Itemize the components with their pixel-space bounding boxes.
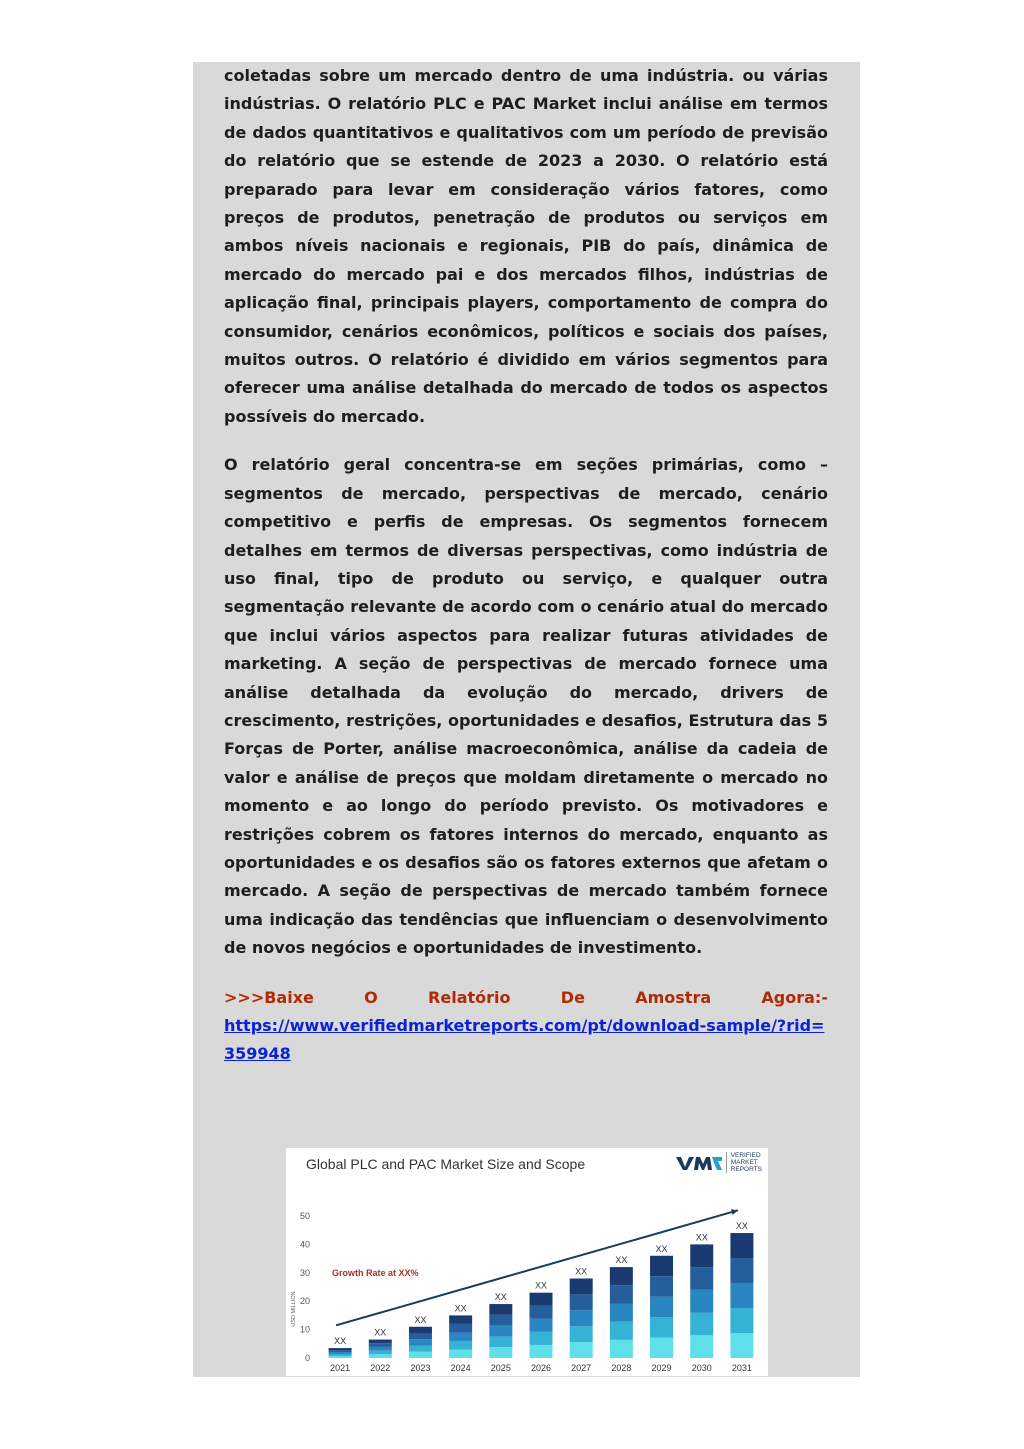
y-tick-label: 40 xyxy=(299,1239,310,1250)
bar-segment xyxy=(530,1319,553,1332)
bar-segment xyxy=(369,1351,392,1355)
bar-segment xyxy=(610,1267,633,1285)
bar-segment xyxy=(489,1304,512,1315)
download-sample-cta xyxy=(224,984,828,1069)
bar-segment xyxy=(449,1349,472,1358)
bar-segment xyxy=(329,1354,352,1356)
bar-segment xyxy=(610,1303,633,1321)
document-body xyxy=(224,62,828,1069)
bar-segment xyxy=(610,1340,633,1358)
vmr-logo-icon xyxy=(676,1155,722,1171)
bar-segment xyxy=(409,1352,432,1358)
bar-segment xyxy=(650,1338,673,1358)
bar-segment xyxy=(369,1347,392,1351)
cta-word: Amostra xyxy=(635,987,712,1007)
x-tick-label: 2029 xyxy=(651,1363,672,1373)
x-tick-label: 2025 xyxy=(490,1363,511,1373)
bar-segment xyxy=(489,1326,512,1337)
cta-label xyxy=(224,984,828,1012)
bar-segment xyxy=(530,1345,553,1358)
bar-segment xyxy=(650,1317,673,1337)
bar-segment xyxy=(530,1293,553,1306)
bar-segment xyxy=(369,1340,392,1344)
bar-segment xyxy=(570,1278,593,1294)
chart-title: Global PLC and PAC Market Size and Scope xyxy=(306,1156,586,1172)
bar-segment xyxy=(409,1346,432,1352)
bar-segment xyxy=(530,1306,553,1319)
bar-segment xyxy=(690,1244,713,1267)
growth-rate-annotation: Growth Rate at XX% xyxy=(332,1267,419,1278)
bar-segment xyxy=(449,1324,472,1333)
bar-segment xyxy=(329,1352,352,1354)
stacked-bar-chart xyxy=(286,1198,768,1376)
bar-segment xyxy=(570,1310,593,1326)
bar-data-label: XX xyxy=(454,1303,467,1314)
bar-segment xyxy=(570,1342,593,1358)
bar-segment xyxy=(329,1356,352,1358)
y-tick-label: 10 xyxy=(299,1324,310,1335)
x-tick-label: 2031 xyxy=(731,1363,752,1373)
bar-data-label: XX xyxy=(414,1314,427,1325)
cta-word: >>>Baixe xyxy=(224,987,314,1007)
bar-segment xyxy=(369,1343,392,1347)
bar-data-label: XX xyxy=(695,1232,708,1243)
y-tick-label: 30 xyxy=(299,1267,310,1278)
bar-segment xyxy=(570,1294,593,1310)
cta-word: Relatório xyxy=(428,987,511,1007)
bar-data-label: XX xyxy=(334,1336,347,1347)
bar-segment xyxy=(449,1332,472,1341)
x-tick-label: 2021 xyxy=(330,1363,351,1373)
logo-line: MARKET xyxy=(730,1159,758,1166)
y-tick-label: 0 xyxy=(304,1353,310,1363)
y-axis-label: USD MILLION xyxy=(291,1291,297,1327)
bar-data-label: XX xyxy=(575,1266,588,1277)
paragraph-overview: O relatório geral concentra-se em seções primárias, como – segmentos de mercado, perspectivas de mercado, cenário competitivo e perfis de empresas. Os segmentos fornecem detalhes em termos de diversas perspectivas, como indústria de uso final, tipo de produto ou serviço, e qualquer outra segmentação relevante de acordo com o cenário atual do mercado que inclui vários aspectos para realizar futuras atividades de marketing. A seção de perspectivas de mercado fornece uma análise detalhada da evolução do mercado, drivers de crescimento, restrições, oportunidades e desafios, Estrutura das 5 Forças de Porter, análise macroeconômica, análise da cadeia de valor e análise de preços que moldam diretamente o mercado no momento e ao longo do período previsto. Os motivadores e restrições cobrem os fatores internos do mercado, enquanto as oportunidades e os desafios são os fatores externos que afetam o mercado. A seção de perspectivas de mercado também fornece uma indicação das tendências que influenciam o desenvolvimento de novos negócios e oportunidades de investimento. xyxy=(224,455,828,958)
bar-segment xyxy=(730,1233,753,1258)
bar-data-label: XX xyxy=(735,1221,748,1232)
x-tick-label: 2022 xyxy=(370,1363,391,1373)
bar-data-label: XX xyxy=(534,1280,548,1291)
bar-segment xyxy=(650,1256,673,1276)
bar-segment xyxy=(489,1347,512,1358)
bar-segment xyxy=(449,1341,472,1350)
bar-segment xyxy=(690,1335,713,1358)
paragraph-intro: coletadas sobre um mercado dentro de uma indústria. ou várias indústrias. O relatório PLC e PAC Market inclui análise em termos de dados quantitativos e qualitativos com um período de previsão do relatório que se estende de 2023 a 2030. O relatório está preparado para levar em consideração vários fatores, como preços de produtos, penetração de produtos ou serviços em ambos níveis nacionais e regionais, PIB do país, dinâmica de mercado do mercado pai e dos mercados filhos, indústrias de aplicação final, principais players, comportamento de compra do consumidor, cenários econômicos, políticos e sociais dos países, muitos outros. O relatório é dividido em vários segmentos para oferecer uma análise detalhada do mercado de todos os aspectos possíveis do mercado. xyxy=(224,66,828,426)
verified-market-reports-logo xyxy=(676,1152,762,1173)
bar-segment xyxy=(409,1333,432,1339)
x-tick-label: 2027 xyxy=(571,1363,592,1373)
bar-segment xyxy=(730,1283,753,1308)
bar-segment xyxy=(409,1339,432,1345)
x-tick-label: 2024 xyxy=(450,1363,471,1373)
bar-data-label: XX xyxy=(655,1243,668,1254)
bar-segment xyxy=(530,1332,553,1345)
logo-line: VERIFIED xyxy=(730,1152,761,1159)
x-tick-label: 2023 xyxy=(410,1363,431,1373)
bar-segment xyxy=(690,1290,713,1313)
bar-segment xyxy=(369,1354,392,1358)
bar-segment xyxy=(730,1258,753,1283)
x-tick-label: 2030 xyxy=(691,1363,712,1373)
market-size-chart-card xyxy=(286,1148,768,1376)
bar-segment xyxy=(610,1285,633,1303)
bar-segment xyxy=(329,1350,352,1352)
cta-word: Agora:- xyxy=(761,987,828,1007)
download-sample-link[interactable]: https://www.verifiedmarketreports.com/pt/download-sample/?rid=359948 xyxy=(224,1016,825,1064)
x-tick-label: 2026 xyxy=(530,1363,552,1373)
bar-segment xyxy=(690,1313,713,1336)
logo-text xyxy=(726,1152,762,1173)
cta-word: De xyxy=(560,987,585,1007)
y-tick-label: 50 xyxy=(299,1211,310,1221)
bar-segment xyxy=(690,1267,713,1290)
bar-data-label: XX xyxy=(374,1327,387,1338)
bar-segment xyxy=(730,1308,753,1333)
bar-segment xyxy=(730,1333,753,1358)
cta-word: O xyxy=(364,987,378,1007)
bar-segment xyxy=(570,1326,593,1342)
bar-segment xyxy=(650,1297,673,1317)
bar-segment xyxy=(409,1327,432,1333)
bar-segment xyxy=(650,1276,673,1296)
bar-data-label: XX xyxy=(615,1255,628,1266)
x-tick-label: 2028 xyxy=(611,1363,632,1373)
bar-data-label: XX xyxy=(494,1292,507,1303)
bar-segment xyxy=(610,1322,633,1340)
bar-segment xyxy=(329,1348,352,1350)
y-tick-label: 20 xyxy=(299,1296,310,1307)
bar-segment xyxy=(489,1315,512,1326)
bar-segment xyxy=(449,1315,472,1324)
logo-line: REPORTS xyxy=(730,1166,762,1173)
bar-segment xyxy=(489,1336,512,1347)
